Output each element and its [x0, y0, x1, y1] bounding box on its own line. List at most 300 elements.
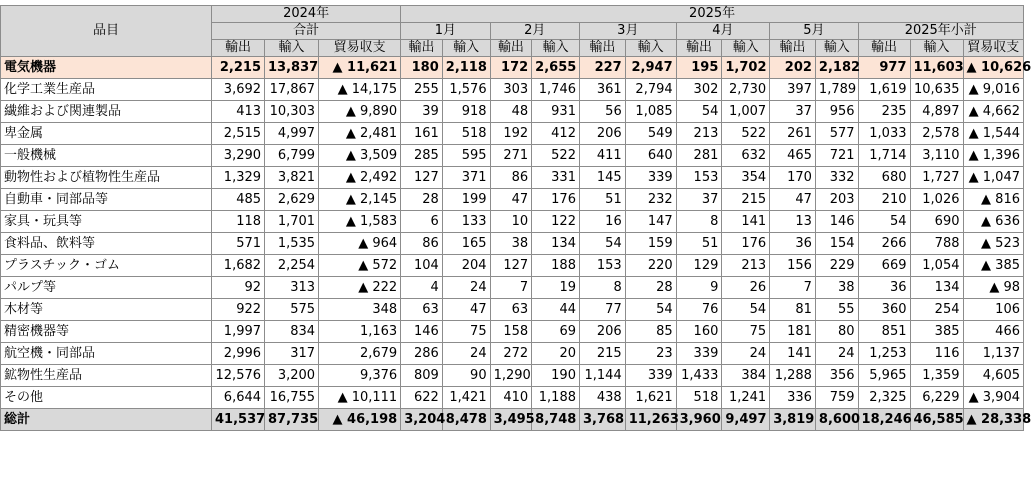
value-cell: 232 [625, 189, 676, 211]
value-cell: 1,789 [815, 79, 858, 101]
value-cell: 36 [858, 277, 910, 299]
table-row [1, 101, 1024, 123]
value-cell: ▲ 964 [319, 233, 401, 255]
value-cell: 1,682 [212, 255, 265, 277]
import-col-header: 輸入 [532, 40, 580, 57]
value-cell: 522 [532, 145, 580, 167]
value-cell: 86 [490, 167, 532, 189]
value-cell: 9,376 [319, 365, 401, 387]
value-cell: 227 [579, 57, 625, 79]
value-cell: 632 [722, 145, 770, 167]
export-col-header: 輸出 [490, 40, 532, 57]
value-cell: 360 [858, 299, 910, 321]
value-cell: 24 [442, 343, 490, 365]
value-cell: 69 [532, 321, 580, 343]
value-cell: 4,997 [265, 123, 319, 145]
value-cell: 3,821 [265, 167, 319, 189]
value-cell: 38 [815, 277, 858, 299]
value-cell: 410 [490, 387, 532, 409]
item-name: 精密機器等 [1, 321, 212, 343]
value-cell: 339 [625, 365, 676, 387]
value-cell: 2,254 [265, 255, 319, 277]
value-cell: ▲ 10,111 [319, 387, 401, 409]
value-cell: 176 [722, 233, 770, 255]
value-cell: 622 [401, 387, 443, 409]
item-header: 品目 [1, 6, 212, 57]
value-cell: 759 [815, 387, 858, 409]
value-cell: 1,421 [442, 387, 490, 409]
table-row [1, 321, 1024, 343]
value-cell: 7 [490, 277, 532, 299]
value-cell: 146 [401, 321, 443, 343]
value-cell: 9,497 [722, 409, 770, 431]
value-cell: 213 [676, 123, 722, 145]
value-cell: 47 [770, 189, 816, 211]
value-cell: ▲ 10,626 [963, 57, 1024, 79]
table-row [1, 365, 1024, 387]
value-cell: 210 [858, 189, 910, 211]
value-cell: 3,110 [910, 145, 963, 167]
value-cell: 127 [401, 167, 443, 189]
value-cell: 931 [532, 101, 580, 123]
value-cell: 721 [815, 145, 858, 167]
value-cell: 7 [770, 277, 816, 299]
value-cell: 3,200 [265, 365, 319, 387]
value-cell: 16,755 [265, 387, 319, 409]
value-cell: 1,359 [910, 365, 963, 387]
value-cell: 2,730 [722, 79, 770, 101]
value-cell: 1,288 [770, 365, 816, 387]
value-cell: 24 [815, 343, 858, 365]
value-cell: 180 [401, 57, 443, 79]
value-cell: 339 [676, 343, 722, 365]
table-row [1, 167, 1024, 189]
value-cell: 141 [770, 343, 816, 365]
value-cell: 54 [722, 299, 770, 321]
value-cell: ▲ 2,145 [319, 189, 401, 211]
subtotal-header: 2025年小計 [858, 23, 1023, 40]
value-cell: 286 [401, 343, 443, 365]
table-row [1, 57, 1024, 79]
value-cell: 313 [265, 277, 319, 299]
value-cell: 285 [401, 145, 443, 167]
value-cell: ▲ 4,662 [963, 101, 1024, 123]
month-header: 3月 [579, 23, 676, 40]
value-cell: 690 [910, 211, 963, 233]
item-name: 繊維および関連製品 [1, 101, 212, 123]
export-col-header: 輸出 [676, 40, 722, 57]
value-cell: 397 [770, 79, 816, 101]
value-cell: ▲ 98 [963, 277, 1024, 299]
balance-col-header: 貿易収支 [319, 40, 401, 57]
value-cell: 6,229 [910, 387, 963, 409]
value-cell: 1,329 [212, 167, 265, 189]
value-cell: 1,033 [858, 123, 910, 145]
value-cell: 87,735 [265, 409, 319, 431]
value-cell: 8,748 [532, 409, 580, 431]
value-cell: 485 [212, 189, 265, 211]
value-cell: 122 [532, 211, 580, 233]
value-cell: 3,960 [676, 409, 722, 431]
month-header: 5月 [770, 23, 858, 40]
value-cell: 10,303 [265, 101, 319, 123]
table-row [1, 233, 1024, 255]
item-name: 木材等 [1, 299, 212, 321]
value-cell: 518 [442, 123, 490, 145]
value-cell: 413 [212, 101, 265, 123]
value-cell: 385 [910, 321, 963, 343]
value-cell: 2,679 [319, 343, 401, 365]
value-cell: 1,619 [858, 79, 910, 101]
value-cell: 165 [442, 233, 490, 255]
value-cell: 24 [442, 277, 490, 299]
value-cell: 161 [401, 123, 443, 145]
value-cell: 303 [490, 79, 532, 101]
value-cell: 1,727 [910, 167, 963, 189]
value-cell: 922 [212, 299, 265, 321]
value-cell: 6,799 [265, 145, 319, 167]
value-cell: 37 [770, 101, 816, 123]
value-cell: 348 [319, 299, 401, 321]
value-cell: 47 [442, 299, 490, 321]
value-cell: 465 [770, 145, 816, 167]
value-cell: 1,007 [722, 101, 770, 123]
value-cell: 1,702 [722, 57, 770, 79]
value-cell: 371 [442, 167, 490, 189]
value-cell: ▲ 572 [319, 255, 401, 277]
value-cell: 190 [532, 365, 580, 387]
value-cell: ▲ 2,492 [319, 167, 401, 189]
table-row [1, 277, 1024, 299]
value-cell: 195 [676, 57, 722, 79]
month-header: 2月 [490, 23, 579, 40]
value-cell: 181 [770, 321, 816, 343]
value-cell: 1,746 [532, 79, 580, 101]
value-cell: 331 [532, 167, 580, 189]
value-cell: ▲ 385 [963, 255, 1024, 277]
balance-col-header: 貿易収支 [963, 40, 1024, 57]
value-cell: 1,701 [265, 211, 319, 233]
table-row [1, 255, 1024, 277]
value-cell: 2,794 [625, 79, 676, 101]
value-cell: 4,897 [910, 101, 963, 123]
item-name: 家具・玩具等 [1, 211, 212, 233]
value-cell: ▲ 46,198 [319, 409, 401, 431]
value-cell: 41,537 [212, 409, 265, 431]
value-cell: 153 [579, 255, 625, 277]
value-cell: 809 [401, 365, 443, 387]
value-cell: 361 [579, 79, 625, 101]
table-row [1, 123, 1024, 145]
value-cell: 127 [490, 255, 532, 277]
item-name: 食料品、飲料等 [1, 233, 212, 255]
value-cell: 206 [579, 321, 625, 343]
value-cell: 281 [676, 145, 722, 167]
value-cell: 56 [579, 101, 625, 123]
import-col-header: 輸入 [910, 40, 963, 57]
value-cell: 1,137 [963, 343, 1024, 365]
table-body [1, 57, 1031, 431]
value-cell: 13,837 [265, 57, 319, 79]
year-2024-header: 2024年 [212, 6, 401, 23]
value-cell: 199 [442, 189, 490, 211]
value-cell: 1,188 [532, 387, 580, 409]
value-cell: 1,433 [676, 365, 722, 387]
value-cell: ▲ 3,509 [319, 145, 401, 167]
value-cell: 159 [625, 233, 676, 255]
value-cell: 54 [858, 211, 910, 233]
value-cell: 4 [401, 277, 443, 299]
value-cell: 134 [910, 277, 963, 299]
value-cell: 3,290 [212, 145, 265, 167]
value-cell: 75 [722, 321, 770, 343]
value-cell: 336 [770, 387, 816, 409]
value-cell: 39 [401, 101, 443, 123]
value-cell: 133 [442, 211, 490, 233]
value-cell: 48 [490, 101, 532, 123]
value-cell: ▲ 523 [963, 233, 1024, 255]
table-row [1, 211, 1024, 233]
value-cell: 332 [815, 167, 858, 189]
value-cell: 20 [532, 343, 580, 365]
value-cell: 85 [625, 321, 676, 343]
value-cell: 918 [442, 101, 490, 123]
value-cell: 640 [625, 145, 676, 167]
value-cell: 47 [490, 189, 532, 211]
value-cell: 104 [401, 255, 443, 277]
value-cell: 1,085 [625, 101, 676, 123]
item-name: 航空機・同部品 [1, 343, 212, 365]
value-cell: 220 [625, 255, 676, 277]
table-row [1, 299, 1024, 321]
export-col-header: 輸出 [858, 40, 910, 57]
value-cell: 549 [625, 123, 676, 145]
value-cell: 9 [676, 277, 722, 299]
value-cell: 86 [401, 233, 443, 255]
table-header [1, 6, 1024, 57]
value-cell: 3,692 [212, 79, 265, 101]
value-cell: 834 [265, 321, 319, 343]
value-cell: 206 [579, 123, 625, 145]
value-cell: 1,054 [910, 255, 963, 277]
value-cell: 81 [770, 299, 816, 321]
value-cell: 26 [722, 277, 770, 299]
value-cell: 254 [910, 299, 963, 321]
value-cell: 2,515 [212, 123, 265, 145]
value-cell: 153 [676, 167, 722, 189]
value-cell: 141 [722, 211, 770, 233]
value-cell: 571 [212, 233, 265, 255]
table-row [1, 387, 1024, 409]
value-cell: 106 [963, 299, 1024, 321]
table-row [1, 145, 1024, 167]
value-cell: 63 [490, 299, 532, 321]
value-cell: 271 [490, 145, 532, 167]
value-cell: 1,290 [490, 365, 532, 387]
item-name: 鉱物性生産品 [1, 365, 212, 387]
value-cell: 266 [858, 233, 910, 255]
sum-header: 合計 [212, 23, 401, 40]
value-cell: 2,215 [212, 57, 265, 79]
value-cell: 146 [815, 211, 858, 233]
value-cell: 76 [676, 299, 722, 321]
value-cell: 2,655 [532, 57, 580, 79]
value-cell: 24 [722, 343, 770, 365]
value-cell: 80 [815, 321, 858, 343]
table-row [1, 343, 1024, 365]
item-name: 電気機器 [1, 57, 212, 79]
export-col-header: 輸出 [212, 40, 265, 57]
total-row [1, 409, 1024, 431]
value-cell: 1,714 [858, 145, 910, 167]
value-cell: 160 [676, 321, 722, 343]
value-cell: 1,621 [625, 387, 676, 409]
value-cell: 2,182 [815, 57, 858, 79]
value-cell: 6,644 [212, 387, 265, 409]
value-cell: 28 [625, 277, 676, 299]
value-cell: 356 [815, 365, 858, 387]
value-cell: ▲ 11,621 [319, 57, 401, 79]
value-cell: 16 [579, 211, 625, 233]
item-name: パルプ等 [1, 277, 212, 299]
value-cell: 1,576 [442, 79, 490, 101]
value-cell: 170 [770, 167, 816, 189]
value-cell: 788 [910, 233, 963, 255]
value-cell: 215 [722, 189, 770, 211]
table-row [1, 189, 1024, 211]
trade-table [0, 5, 1031, 431]
value-cell: 54 [579, 233, 625, 255]
export-col-header: 輸出 [770, 40, 816, 57]
value-cell: 154 [815, 233, 858, 255]
value-cell: 438 [579, 387, 625, 409]
value-cell: 2,325 [858, 387, 910, 409]
value-cell: ▲ 816 [963, 189, 1024, 211]
value-cell: 317 [265, 343, 319, 365]
value-cell: 51 [676, 233, 722, 255]
value-cell: 145 [579, 167, 625, 189]
value-cell: 8,600 [815, 409, 858, 431]
value-cell: ▲ 636 [963, 211, 1024, 233]
value-cell: ▲ 1,544 [963, 123, 1024, 145]
value-cell: 669 [858, 255, 910, 277]
value-cell: 518 [676, 387, 722, 409]
value-cell: 384 [722, 365, 770, 387]
value-cell: 10 [490, 211, 532, 233]
value-cell: 3,204 [401, 409, 443, 431]
import-col-header: 輸入 [265, 40, 319, 57]
value-cell: 2,947 [625, 57, 676, 79]
value-cell: 522 [722, 123, 770, 145]
item-name: 化学工業生産品 [1, 79, 212, 101]
value-cell: 411 [579, 145, 625, 167]
value-cell: 188 [532, 255, 580, 277]
value-cell: 134 [532, 233, 580, 255]
value-cell: ▲ 9,016 [963, 79, 1024, 101]
value-cell: 63 [401, 299, 443, 321]
value-cell: ▲ 2,481 [319, 123, 401, 145]
value-cell: 2,996 [212, 343, 265, 365]
import-col-header: 輸入 [442, 40, 490, 57]
import-col-header: 輸入 [722, 40, 770, 57]
value-cell: 302 [676, 79, 722, 101]
value-cell: ▲ 3,904 [963, 387, 1024, 409]
value-cell: 4,605 [963, 365, 1024, 387]
value-cell: 977 [858, 57, 910, 79]
value-cell: 466 [963, 321, 1024, 343]
month-header: 1月 [401, 23, 490, 40]
value-cell: 3,768 [579, 409, 625, 431]
value-cell: 37 [676, 189, 722, 211]
export-col-header: 輸出 [401, 40, 443, 57]
item-name: その他 [1, 387, 212, 409]
value-cell: 129 [676, 255, 722, 277]
value-cell: 11,263 [625, 409, 676, 431]
value-cell: 13 [770, 211, 816, 233]
value-cell: 172 [490, 57, 532, 79]
value-cell: 54 [625, 299, 676, 321]
value-cell: ▲ 14,175 [319, 79, 401, 101]
value-cell: 2,629 [265, 189, 319, 211]
value-cell: ▲ 222 [319, 277, 401, 299]
value-cell: 46,585 [910, 409, 963, 431]
value-cell: 18,246 [858, 409, 910, 431]
value-cell: 8 [579, 277, 625, 299]
value-cell: 176 [532, 189, 580, 211]
value-cell: 215 [579, 343, 625, 365]
value-cell: 229 [815, 255, 858, 277]
item-name: 自動車・同部品等 [1, 189, 212, 211]
value-cell: 339 [625, 167, 676, 189]
value-cell: 1,535 [265, 233, 319, 255]
value-cell: 235 [858, 101, 910, 123]
value-cell: 75 [442, 321, 490, 343]
value-cell: 6 [401, 211, 443, 233]
value-cell: 17,867 [265, 79, 319, 101]
value-cell: 147 [625, 211, 676, 233]
item-name: 卑金属 [1, 123, 212, 145]
value-cell: 1,997 [212, 321, 265, 343]
value-cell: 2,578 [910, 123, 963, 145]
value-cell: 577 [815, 123, 858, 145]
value-cell: 2,118 [442, 57, 490, 79]
value-cell: 8 [676, 211, 722, 233]
value-cell: 1,144 [579, 365, 625, 387]
item-name: プラスチック・ゴム [1, 255, 212, 277]
table-row [1, 79, 1024, 101]
value-cell: 1,241 [722, 387, 770, 409]
value-cell: 3,495 [490, 409, 532, 431]
value-cell: 90 [442, 365, 490, 387]
value-cell: 203 [815, 189, 858, 211]
import-col-header: 輸入 [815, 40, 858, 57]
value-cell: 354 [722, 167, 770, 189]
value-cell: 44 [532, 299, 580, 321]
value-cell: ▲ 1,047 [963, 167, 1024, 189]
value-cell: ▲ 9,890 [319, 101, 401, 123]
value-cell: 202 [770, 57, 816, 79]
value-cell: 575 [265, 299, 319, 321]
value-cell: 12,576 [212, 365, 265, 387]
value-cell: 192 [490, 123, 532, 145]
value-cell: 51 [579, 189, 625, 211]
value-cell: 1,163 [319, 321, 401, 343]
value-cell: 8,478 [442, 409, 490, 431]
export-col-header: 輸出 [579, 40, 625, 57]
value-cell: 38 [490, 233, 532, 255]
value-cell: 213 [722, 255, 770, 277]
value-cell: 5,965 [858, 365, 910, 387]
